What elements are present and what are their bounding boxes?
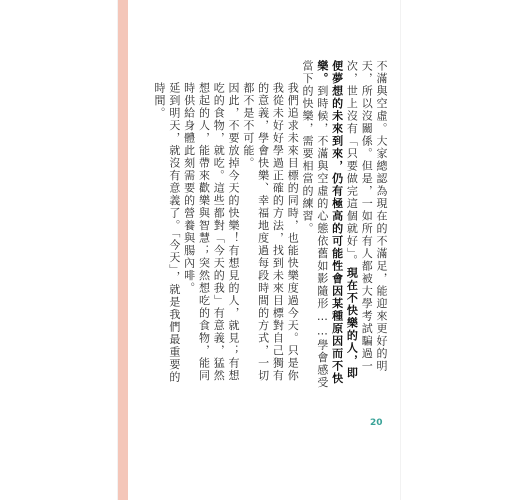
paragraph-1-emphasis: 現在不快樂的人，即便夢想的未來到來，仍有極高的可能性會因某種原因而不快樂。 <box>315 60 359 385</box>
paragraph-3 <box>181 60 240 390</box>
paragraph-2-text: 我們追求未來目標的同時，也能快樂度過今天。只是你我從未好好學過正確的方法，找到未來目標對自己獨有的意義，學會快樂、幸福地度過每段時間的方式，一切都不是不可能。 <box>241 82 300 382</box>
page-number: 20 <box>370 418 383 428</box>
paragraph-4-text: 延到明天，就沒有意義了。「今天」，就是我們最重要的時間。 <box>153 82 181 384</box>
body-text <box>153 60 388 390</box>
paragraph-4 <box>151 60 181 390</box>
paragraph-3-text: 因此，不要放掉今天的快樂！有想見的人，就見；有想吃的食物，就吃。這些都對「今天的我」有意義，猛然想起的人，能帶來歡樂與智慧；突然想吃的食物，能同時供給身體此刻需要的營養與腸內啡。 <box>182 82 241 382</box>
page-accent-bar <box>118 0 128 500</box>
paragraph-1-segment-1: 不滿與空虛。大家總認為現在的不滿足，能迎來更好的明天，所以沒關係。但是，一如所有人都被大學考試騙過一次，世上沒有「只要做完這個就好」。 <box>345 60 388 373</box>
paragraph-1-segment-3: 到時候，不滿與空虛的心態依舊如影隨形……學會感受當下的快樂，需要相當的練習。 <box>301 60 329 389</box>
paragraph-1 <box>299 60 388 390</box>
paragraph-2 <box>240 60 299 390</box>
